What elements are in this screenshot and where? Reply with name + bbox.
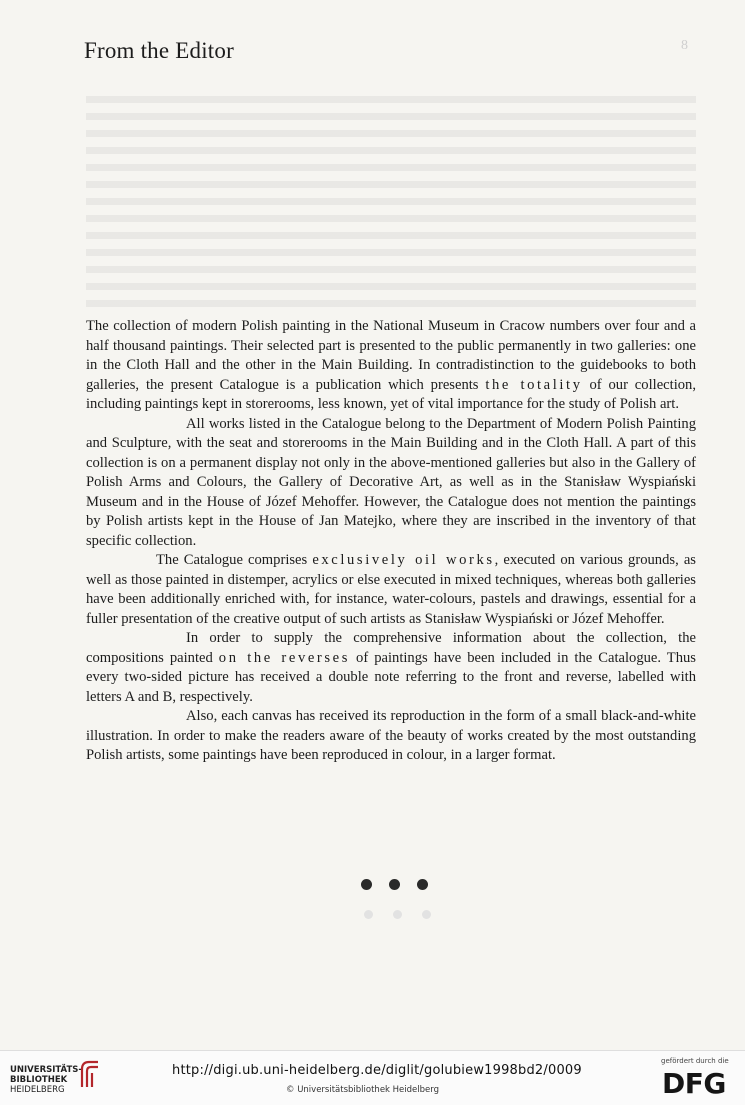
separator-dot bbox=[361, 879, 372, 890]
library-name-line-3: HEIDELBERG bbox=[10, 1085, 65, 1095]
paragraph-1 bbox=[86, 317, 696, 415]
ghost-dot bbox=[422, 910, 431, 919]
paragraph-4-text-c: of paintings have been included in the Catalogue. Thus every two-sided picture has received a double note referring to the front and reverse, labelled with letters A and B, respectively. bbox=[86, 649, 696, 705]
paragraph-2: All works listed in the Catalogue belong to the Department of Modern Polish Painting and Sculpture, with the seat and storerooms in the Main Building and in the Cloth Hall. A part of this collection is on a permanent display not only in the above-mentioned galleries but also in the Gallery of Polish Arms and Colours, the Gallery of Decorative Art, as well as in the Stanisław Wyspiański Museum and in the House of Józef Mehoffer. However, the Catalogue does not mention the paintings by Polish artists kept in the House of Jan Matejko, where they are inscribed in the inventory of that specific collection. bbox=[86, 415, 696, 549]
editor-body-text bbox=[86, 317, 696, 766]
paragraph-1-emphasis: the totality bbox=[485, 376, 583, 393]
dfg-logo[interactable]: DFG bbox=[662, 1067, 726, 1100]
paragraph-3-text-a: The Catalogue comprises bbox=[156, 552, 313, 568]
library-name-line-2: BIBLIOTHEK bbox=[10, 1075, 68, 1085]
paragraph-1-text-a: The collection of modern Polish painting in the National Museum in Cracow numbers over four and a half thousand paintings. Their selected part is presented to the public permanently in two galleries: one in the Cloth Hall and the other in the Main Building. In contradistinction to the guidebooks to both galleries, the present Catalogue is a publication which presents bbox=[86, 318, 696, 393]
ub-emblem-icon bbox=[78, 1059, 102, 1089]
separator-dot bbox=[417, 879, 428, 890]
section-separator-dots bbox=[361, 879, 428, 890]
paragraph-5: Also, each canvas has received its reproduction in the form of a small black-and-white illustration. In order to make the readers aware of the beauty of works created by the most outstanding Polish artists, some paintings have been reproduced in colour, in a larger format. bbox=[86, 708, 696, 763]
show-through-reverse-text bbox=[86, 86, 696, 316]
separator-dot bbox=[389, 879, 400, 890]
copyright-notice: © Universitätsbibliothek Heidelberg bbox=[286, 1085, 440, 1095]
paragraph-3-emphasis: exclusively oil works bbox=[312, 552, 495, 568]
funding-note: gefördert durch die bbox=[661, 1057, 729, 1065]
library-name-line-1: UNIVERSITÄTS- bbox=[10, 1065, 82, 1075]
ghost-dot bbox=[393, 910, 402, 919]
paragraph-4-emphasis: on the reverses bbox=[218, 649, 351, 666]
paragraph-4-text-a: In order to supply the comprehensive information about the collection, the compositions painted bbox=[86, 630, 696, 666]
page-number: 8 bbox=[681, 38, 688, 53]
digitization-footer bbox=[0, 1050, 745, 1105]
paragraph-3-text-c: , executed on various grounds, as well as those painted in distemper, acrylics or else executed in mixed techniques, whereas both galleries have been additionally enriched with, for instance, water-colours, pastels and drawings, essential for a fuller presentation of the creative output of such artists as Stanisław Wyspiański or Józef Mehoffer. bbox=[86, 552, 696, 627]
ghost-dot bbox=[364, 910, 373, 919]
paragraph-4 bbox=[86, 629, 696, 707]
page-title: From the Editor bbox=[84, 38, 234, 63]
show-through-dots bbox=[364, 910, 431, 919]
permalink-url[interactable]: http://digi.ub.uni-heidelberg.de/diglit/golubiew1998bd2/0009 bbox=[172, 1063, 582, 1078]
paragraph-1-text-c: of our collection, including paintings kept in storerooms, less known, yet of vital importance for the study of Polish art. bbox=[86, 376, 697, 412]
paragraph-3 bbox=[86, 551, 696, 629]
